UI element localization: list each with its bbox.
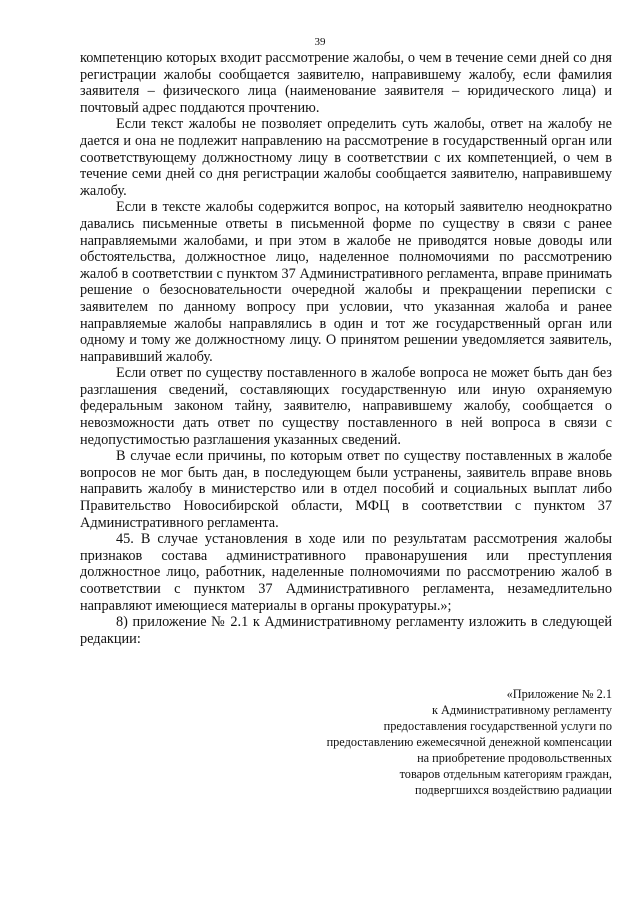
appendix-line: предоставлению ежемесячной денежной компенсации <box>326 735 612 749</box>
appendix-line: подвергшихся воздействию радиации <box>415 783 612 797</box>
appendix-line: к Административному регламенту <box>431 703 612 717</box>
paragraph-item-45: 45. В случае установления в ходе или по результатам рассмотрения жалобы признаков состава административного правонарушения или преступления должностное лицо, работник, наделенные полномочиями по рассмотрению жалоб в соответствии с пунктом 37 Административного регламента, незамедлительно направляют имеющиеся материалы в органы прокуратуры.»; <box>80 531 612 614</box>
paragraph-continuation: компетенцию которых входит рассмотрение жалобы, о чем в течение семи дней со дня регистрации жалобы сообщается заявителю, направившему жалобу, если фамилия заявителя – физического лица (наименование заявителя – юридического лица) и почтовый адрес поддаются прочтению. <box>80 50 612 116</box>
document-body <box>80 50 612 647</box>
paragraph-item-8: 8) приложение № 2.1 к Административному регламенту изложить в следующей редакции: <box>80 614 612 647</box>
paragraph-illegible-text: Если текст жалобы не позволяет определить суть жалобы, ответ на жалобу не дается и она не подлежит направлению на рассмотрение в государственный орган или соответствующему должностному лицу в соответствии с их компетенцией, о чем в течение семи дней со дня регистрации жалобы сообщается заявителю, направившему жалобу. <box>80 116 612 199</box>
appendix-line: товаров отдельным категориям граждан, <box>399 767 612 781</box>
appendix-line: на приобретение продовольственных <box>417 751 612 765</box>
appendix-header <box>272 686 612 798</box>
appendix-line: предоставления государственной услуги по <box>383 719 612 733</box>
paragraph-repeated-complaint: Если в тексте жалобы содержится вопрос, на который заявителю неоднократно давались письменные ответы в письменной форме по существу в связи с ранее направляемыми жалобами, и при этом в жалобе не приводятся новые доводы или обстоятельства, должностное лицо, наделенное полномочиями по рассмотрению жалоб в соответствии с пунктом 37 Административного регламента, вправе принимать решение о безосновательности очередной жалобы и прекращении переписки с заявителем по данному вопросу при условии, что указанная жалоба и ранее направляемые жалобы направлялись в один и тот же государственный орган или одному и тому же должностному лицу. О принятом решении уведомляется заявитель, направивший жалобу. <box>80 199 612 365</box>
paragraph-state-secret: Если ответ по существу поставленного в жалобе вопроса не может быть дан без разглашения сведений, составляющих государственную или иную охраняемую федеральным законом тайну, заявителю, направившему жалобу, сообщается о невозможности дать ответ по существу поставленного в ней вопроса в связи с недопустимостью разглашения указанных сведений. <box>80 365 612 448</box>
page-number: 39 <box>314 36 326 48</box>
paragraph-resubmission: В случае если причины, по которым ответ по существу поставленных в жалобе вопросов не мог быть дан, в последующем были устранены, заявитель вправе вновь направить жалобу в министерство или в отдел пособий и социальных выплат либо Правительство Новосибирской области, МФЦ в соответствии с пунктом 37 Административного регламента. <box>80 448 612 531</box>
appendix-title: «Приложение № 2.1 <box>506 687 612 701</box>
